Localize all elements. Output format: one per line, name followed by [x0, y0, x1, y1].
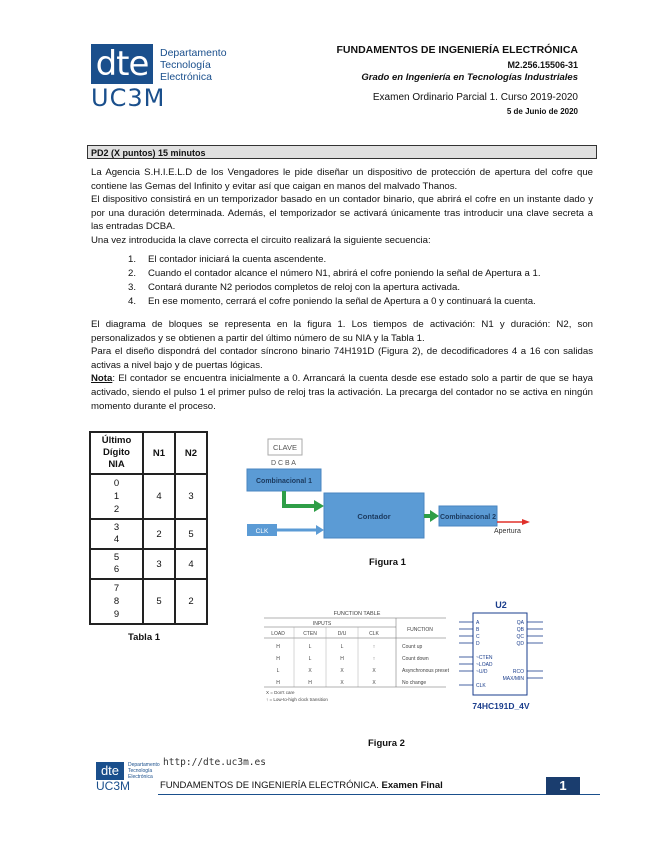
dept-line: Tecnología	[160, 59, 211, 71]
note-text: : El contador se encuentra inicialmente a 0. Arrancará la cuenta desde ese estado solo a partir de que se haya activado, siendo el pulso 1 el primer pulso de reloj tras la activación. La precarga del contador no se activa en ningún momento durante el proceso.	[91, 373, 593, 412]
ft-legend-2: ↑ = Low-to-high clock transition	[266, 697, 328, 702]
dcba-inputs: D C B A	[271, 460, 296, 467]
digit: 0	[113, 478, 120, 489]
ft-cell: L	[340, 644, 344, 650]
note-label: Nota	[91, 373, 113, 385]
ft-cell: X	[372, 668, 376, 674]
counter-label: Contador	[357, 512, 391, 521]
arrow-head	[430, 510, 439, 522]
list-number: 4.	[128, 296, 137, 307]
pin-label: CLK	[476, 683, 486, 689]
pin-label: C	[476, 634, 480, 640]
list-number: 2.	[128, 268, 137, 279]
digits-cell	[90, 579, 143, 624]
arrow-head	[314, 500, 324, 512]
digits-cell	[90, 519, 143, 549]
table-caption: Tabla 1	[128, 632, 161, 643]
n1-cell: 5	[143, 579, 175, 624]
degree-name: Grado en Ingeniería en Tecnologías Industriales	[361, 72, 578, 83]
function-table	[262, 605, 452, 705]
ft-cell: X	[340, 680, 344, 686]
pin-label: MAX/MIN	[502, 676, 524, 682]
clk-label: CLK	[255, 528, 269, 535]
ft-col: D/U	[337, 631, 347, 637]
ft-col: CLK	[369, 631, 379, 637]
sequence-list	[128, 253, 598, 309]
ft-cell: L	[308, 644, 312, 650]
list-text: En ese momento, cerrará el cofre poniendo la señal de Apertura a 0 y continuará la cuenta.	[148, 296, 536, 307]
ft-cell: Count down	[402, 656, 429, 662]
exam-title: Examen Ordinario Parcial 1. Curso 2019-2020	[372, 92, 578, 103]
ft-col: LOAD	[271, 631, 285, 637]
ft-title: FUNCTION TABLE	[333, 611, 381, 617]
digit: 5	[113, 552, 120, 563]
note-paragraph	[91, 372, 593, 413]
apertura-label: Apertura	[494, 528, 521, 535]
chip-label: U2	[495, 600, 507, 610]
course-code: M2.256.15506-31	[507, 60, 578, 70]
n1-cell: 4	[143, 474, 175, 519]
digit: 3	[113, 522, 120, 533]
paragraph-5: Para el diseño dispondrá del contador síncrono binario 74H191D (Figura 2), de decodificadores 4 a 16 con salidas activas a nivel bajo y de puertas lógicas.	[91, 346, 593, 371]
n2-cell: 2	[175, 579, 207, 624]
ft-cell: ↑	[372, 656, 376, 662]
comb1-label: Combinacional 1	[255, 478, 313, 485]
list-number: 1.	[128, 254, 137, 265]
ft-col: CTEN	[303, 631, 317, 637]
digits-cell	[90, 474, 143, 519]
problem-title-bar: PD2 (X puntos) 15 minutos	[87, 145, 597, 159]
header-n2: N2	[175, 432, 207, 474]
pin-label: QB	[516, 627, 524, 633]
table-header-row	[90, 432, 207, 474]
ft-inputs-header: INPUTS	[312, 621, 332, 627]
list-number: 3.	[128, 282, 137, 293]
table-row	[90, 474, 207, 519]
exam-date: 5 de Junio de 2020	[506, 107, 578, 116]
ft-row	[276, 644, 422, 650]
clave-label: CLAVE	[272, 443, 298, 452]
arrow-head	[522, 519, 530, 525]
digit: 6	[113, 564, 120, 575]
ft-cell: Count up	[402, 644, 423, 650]
pin-label: QA	[516, 620, 524, 626]
uc3m-logo-text: UC3M	[91, 84, 166, 112]
header-digit: Último Dígito NIA	[90, 432, 143, 474]
digits-cell	[90, 549, 143, 579]
pin-label: ~CTEN	[476, 655, 493, 661]
dept-line: Electrónica	[160, 71, 212, 83]
digit: 9	[113, 609, 120, 620]
ft-cell: X	[340, 668, 344, 674]
paragraph-1: La Agencia S.H.I.E.L.D de los Vengadores le pide diseñar un dispositivo de protección de apertura del cofre que contiene las Gemas del Infinito y evitar así que caigan en manos del malvado Thanos.	[91, 167, 593, 192]
paragraph-3: Una vez introducida la clave correcta el circuito realizará la siguiente secuencia:	[91, 234, 431, 246]
footer-rule	[158, 794, 600, 795]
ft-cell: H	[276, 656, 280, 662]
paragraph-2: El dispositivo consistirá en un temporizador basado en un contador binario, que abrirá el cofre en un instante dado y por una duración determinada. Además, el temporizador se activará únicamente tras introducir una clave secreta a las entradas DCBA.	[91, 194, 593, 233]
pin-label: ~LOAD	[476, 662, 493, 668]
list-item	[128, 253, 598, 267]
n2-cell: 5	[175, 519, 207, 549]
dept-line: Tecnología	[128, 768, 153, 774]
comb2-label: Combinacional 2	[439, 514, 497, 521]
problem-intro	[91, 166, 593, 248]
footer-course: FUNDAMENTOS DE INGENIERÍA ELECTRÓNICA.	[160, 780, 379, 791]
arrow-head	[316, 525, 324, 535]
dept-line: Departamento	[128, 762, 160, 768]
dept-line: Electrónica	[128, 774, 153, 780]
dte-logo: dte	[91, 44, 153, 84]
nia-table	[89, 431, 208, 625]
figure1-caption: Figura 1	[369, 557, 406, 568]
ft-cell: L	[276, 668, 280, 674]
table-row	[90, 579, 207, 624]
ft-row	[276, 680, 426, 686]
footer-url[interactable]: http://dte.uc3m.es	[163, 757, 266, 768]
header-n1: N1	[143, 432, 175, 474]
table-row	[90, 549, 207, 579]
ft-row	[276, 656, 429, 662]
digit: 1	[113, 491, 120, 502]
ft-cell: H	[276, 680, 280, 686]
list-item	[128, 295, 598, 309]
footer-department	[128, 762, 160, 780]
figure2-caption: Figura 2	[368, 738, 405, 749]
footer-dte-logo: dte	[96, 762, 124, 780]
list-text: Cuando el contador alcance el número N1, abrirá el cofre poniendo la señal de Apertura a 1.	[148, 268, 541, 279]
digit: 7	[113, 583, 120, 594]
dept-line: Departamento	[160, 47, 227, 59]
chip-name: 74HC191D_4V	[472, 701, 530, 711]
ft-function-header: FUNCTION	[407, 627, 433, 633]
ft-cell: Asynchronous preset	[402, 668, 449, 674]
pin-label: D	[476, 641, 480, 647]
pin-label: RCO	[512, 669, 524, 675]
table-row	[90, 519, 207, 549]
ft-cell: No change	[402, 680, 427, 686]
ft-cell: X	[372, 680, 376, 686]
ft-cell: H	[340, 656, 344, 662]
page-number: 1	[546, 777, 580, 795]
problem-details	[91, 318, 593, 413]
chip-74hc191d	[455, 597, 550, 715]
digit: 8	[113, 596, 120, 607]
pin-label: QC	[516, 634, 524, 640]
footer-title	[160, 780, 443, 791]
ft-row	[277, 668, 450, 674]
ft-cell: X	[308, 668, 312, 674]
footer-uc3m-logo: UC3M	[96, 779, 131, 793]
ft-cell: L	[308, 656, 312, 662]
n1-cell: 3	[143, 549, 175, 579]
n2-cell: 3	[175, 474, 207, 519]
list-item	[128, 281, 598, 295]
list-text: El contador iniciará la cuenta ascendente.	[148, 254, 327, 265]
list-item	[128, 267, 598, 281]
department-name	[160, 47, 227, 83]
ft-cell: ↑	[372, 644, 376, 650]
ft-cell: H	[308, 680, 312, 686]
n2-cell: 4	[175, 549, 207, 579]
block-diagram	[244, 436, 534, 546]
pin-label: A	[476, 620, 480, 626]
course-title: FUNDAMENTOS DE INGENIERÍA ELECTRÓNICA	[336, 44, 578, 56]
ft-cell: H	[276, 644, 280, 650]
arrow-comb1-counter	[284, 491, 314, 506]
digit: 2	[113, 504, 120, 515]
pin-label: ~U/D	[476, 669, 488, 675]
ft-legend-1: X = Don't care	[266, 690, 295, 695]
digit: 4	[113, 534, 120, 545]
n1-cell: 2	[143, 519, 175, 549]
paragraph-4: El diagrama de bloques se representa en la figura 1. Los tiempos de activación: N1 y duración: N2, son personalizados y se obtienen a partir del último número de su NIA y la Tabla 1.	[91, 319, 593, 344]
footer-exam: Examen Final	[378, 780, 443, 791]
pin-label: B	[476, 627, 480, 633]
pin-label: QD	[516, 641, 524, 647]
list-text: Contará durante N2 periodos completos de reloj con la apertura activada.	[148, 282, 460, 293]
